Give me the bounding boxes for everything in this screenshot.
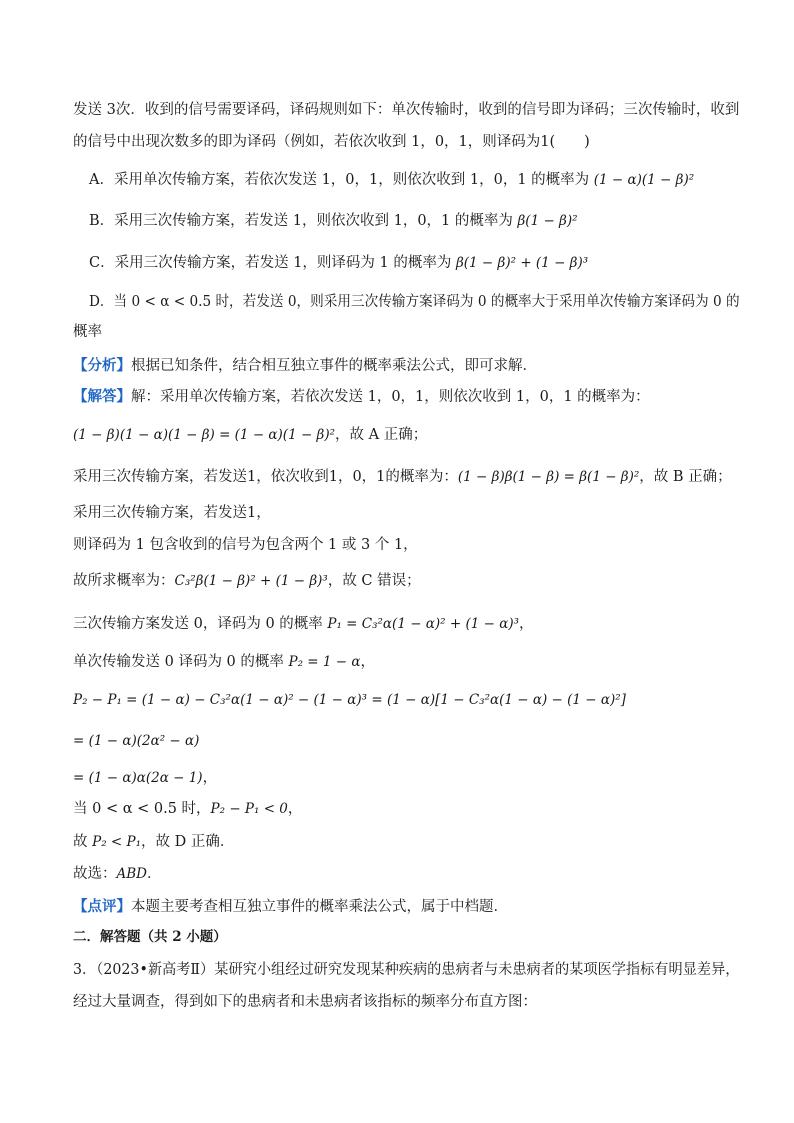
solution-line-14 <box>73 864 162 884</box>
solution-line-6 <box>73 571 421 591</box>
section-2-title: 二．解答题（共 2 小题） <box>73 929 227 945</box>
option-a <box>89 170 694 190</box>
option-c-text: C．采用三次传输方案，若发送 1，则译码为 1 的概率为 <box>89 255 452 271</box>
question-3-line-2: 经过大量调查，得到如下的患病者和未患病者该指标的频率分布直方图： <box>73 994 537 1010</box>
solution-line-2 <box>73 425 427 445</box>
solution-tail-3: ，故 B 正确； <box>639 469 732 485</box>
solution-tail-13: ，故 D 正确． <box>141 834 235 850</box>
solution-tail-6: ，故 C 错误； <box>327 573 421 589</box>
solution-text-8: 单次传输发送 0 译码为 0 的概率 <box>73 654 289 670</box>
solution-line-1 <box>73 387 650 407</box>
option-a-formula: (1 − α)(1 − β)² <box>593 172 695 188</box>
option-b-text: B．采用三次传输方案，若发送 1，则依次收到 1，0，1 的概率为 <box>89 213 513 229</box>
solution-line-8 <box>73 652 375 672</box>
solution-line-9 <box>73 690 626 710</box>
solution-line-7 <box>73 614 534 634</box>
solution-tail-14: ． <box>147 866 162 882</box>
solution-line-12 <box>73 799 302 819</box>
comment-tag: 【点评】 <box>73 898 131 915</box>
option-c-formula: β(1 − β)² + (1 − β)³ <box>455 255 589 271</box>
comment-line <box>73 897 508 917</box>
option-d-line-2: 概率 <box>73 324 102 340</box>
solution-line-11 <box>73 768 217 788</box>
solution-text-1: 解：采用单次传输方案，若依次发送 1，0，1，则依次收到 1，0，1 的概率为： <box>131 389 650 405</box>
solution-formula-7: P₁ = C₃²α(1 − α)² + (1 − α)³ <box>327 616 520 632</box>
question-3-line-1: 3．（2023•新高考Ⅱ）某研究小组经过研究发现某种疾病的患病者与未患病者的某项医学指标有明显差异， <box>73 962 740 978</box>
solution-formula-3: (1 − β)β(1 − β) = β(1 − β)² <box>457 469 640 485</box>
solution-formula-10: = (1 − α)(2α² − α) <box>73 733 200 749</box>
solution-text-7: 三次传输方案发送 0，译码为 0 的概率 <box>73 616 328 632</box>
solution-text-14: 故选： <box>73 866 117 882</box>
solution-formula-12: P₂ − P₁ < 0 <box>210 801 288 817</box>
analysis-text: 根据已知条件，结合相互独立事件的概率乘法公式，即可求解． <box>131 358 537 374</box>
solution-formula-13: P₂ < P₁ <box>92 834 141 850</box>
option-b-formula: β(1 − β)² <box>517 213 578 229</box>
solution-text-3: 采用三次传输方案，若发送1，依次收到1，0，1的概率为： <box>73 469 458 485</box>
solution-formula-9: P₂ − P₁ = (1 − α) − C₃²α(1 − α)² − (1 − α)³ = (1 − α)[1 − C₃²α(1 − α) − (1 − α)²] <box>73 692 626 708</box>
comment-text: 本题主要考查相互独立事件的概率乘法公式，属于中档题． <box>131 899 508 915</box>
solution-line-10 <box>73 731 199 751</box>
analysis-line <box>73 356 537 376</box>
solution-line-5: 则译码为 1 包含收到的信号为包含两个 1 或 3 个 1， <box>73 537 418 553</box>
option-a-text: A．采用单次传输方案，若依次发送 1，0，1，则依次收到 1，0，1 的概率为 <box>89 172 590 188</box>
option-d-line-1: D．当 0 < α < 0.5 时，若发送 0，则采用三次传输方案译码为 0 的概率大于采用单次传输方案译码为 0 的 <box>89 294 740 310</box>
solution-text-12: 当 0 < α < 0.5 时， <box>73 801 211 817</box>
analysis-tag: 【分析】 <box>73 357 131 374</box>
solution-text-6: 故所求概率为： <box>73 573 175 589</box>
solution-tail-7: ， <box>519 616 534 632</box>
option-c <box>89 253 588 273</box>
solution-line-3 <box>73 467 732 487</box>
solution-formula-2: (1 − β)(1 − α)(1 − β) = (1 − α)(1 − β)² <box>73 427 336 443</box>
solution-tail-8: ， <box>360 654 375 670</box>
solution-tag: 【解答】 <box>73 388 131 405</box>
solution-tail-12: ， <box>287 801 303 817</box>
intro-line-2: 的信号中出现次数多的即为译码（例如，若依次收到 1，0，1，则译码为1( ) <box>73 134 590 150</box>
solution-text-13: 故 <box>73 834 93 850</box>
solution-formula-11: = (1 − α)α(2α − 1) <box>73 770 203 786</box>
solution-answer: ABD <box>116 866 147 882</box>
solution-tail-11: ， <box>202 770 218 786</box>
solution-formula-8: P₂ = 1 − α <box>288 654 361 670</box>
option-b <box>89 211 578 231</box>
solution-formula-6: C₃²β(1 − β)² + (1 − β)³ <box>174 573 328 589</box>
intro-line-1: 发送 3次．收到的信号需要译码，译码规则如下：单次传输时，收到的信号即为译码；三次传输时，收到 <box>73 102 740 118</box>
solution-text-2: ，故 A 正确； <box>335 427 428 443</box>
solution-line-4: 采用三次传输方案，若发送1， <box>73 505 271 521</box>
solution-line-13 <box>73 832 234 852</box>
